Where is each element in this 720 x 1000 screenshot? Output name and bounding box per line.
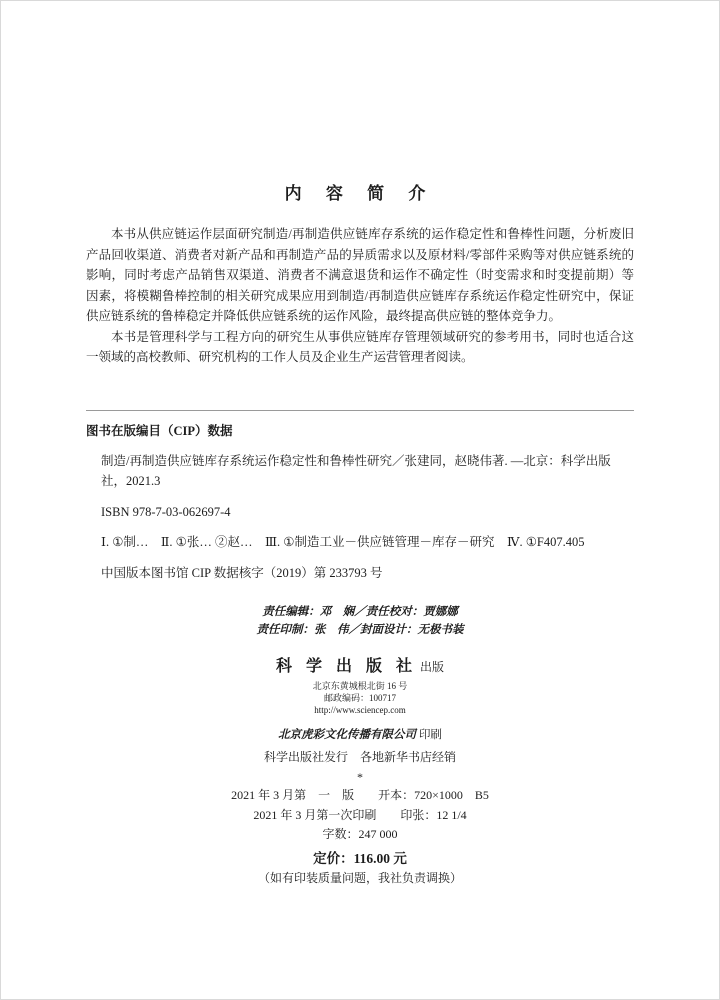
asterisk-separator: * (357, 770, 363, 784)
cip-divider-rule (86, 410, 634, 411)
publisher-postcode: 邮政编码：100717 (323, 693, 396, 703)
content-summary-title: 内 容 简 介 (284, 184, 436, 203)
colophon-section (86, 603, 634, 888)
printing-line: 2021 年 3 月第一次印刷 印张：12 1/4 (253, 807, 467, 822)
credits-line-2: 责任印制：张 伟／封面设计：无极书装 (256, 624, 464, 636)
page-content (86, 179, 634, 888)
classification-line: Ⅰ. ①制… Ⅱ. ①张… ②赵… Ⅲ. ①制造工业－供应链管理－库存－研究 Ⅳ. ①F407.405 (101, 535, 585, 549)
credits-line-1: 责任编辑：邓 娴／责任校对：贾娜娜 (262, 606, 458, 618)
printer-line (86, 726, 634, 742)
publisher-line (86, 653, 634, 676)
edition-line: 2021 年 3 月第 一 版 开本：720×1000 B5 (231, 788, 489, 802)
publisher-suffix-label: 出版 (417, 660, 445, 674)
cip-heading: 图书在版编目（CIP）数据 (86, 423, 233, 438)
publisher-website: http://www.sciencep.com (314, 705, 406, 715)
intro-paragraph-2: 本书是管理科学与工程方向的研究生从事供应链库存管理领域研究的参考用书，同时也适合这一领域的高校教师、研究机构的工作人员及企业生产运营管理者阅读。 (86, 329, 634, 364)
price-line: 定价：116.00 元 (313, 850, 407, 866)
isbn-line: ISBN 978-7-03-062697-4 (101, 504, 231, 519)
wordcount-line: 字数：247 000 (322, 827, 398, 841)
cip-record-line: 中国版本图书馆 CIP 数据核字（2019）第 233793 号 (101, 565, 383, 580)
printer-suffix-label: 印刷 (416, 729, 442, 741)
quality-note-line: （如有印装质量问题，我社负责调换） (257, 870, 462, 885)
publisher-logo-text: 科 学 出 版 社 (275, 658, 417, 675)
cip-data-section (86, 410, 634, 584)
distribution-line: 科学出版社发行 各地新华书店经销 (263, 750, 456, 764)
publisher-address: 北京东黄城根北街 16 号 (312, 681, 408, 691)
intro-paragraph-1: 本书从供应链运作层面研究制造/再制造供应链库存系统的运作稳定性和鲁棒性问题，分析废旧产品回收渠道、消费者对新产品和再制造产品的异质需求以及原材料/零部件采购等对供应链系统的影响，同时考虑产品销售双渠道、消费者不满意退货和运作不确定性（时变需求和时变提前期）等因素，将模糊鲁棒控制的相关研究成果应用到制造/再制造供应链库存系统运作稳定性研究中，保证供应链系统的鲁棒稳定并降低供应链系统的运作风险，最终提高供应链的整体竞争力。 (86, 227, 634, 323)
cip-entry-line: 制造/再制造供应链库存系统运作稳定性和鲁棒性研究／张建同，赵晓伟著. —北京：科学出版社，2021.3 (101, 453, 611, 488)
printer-name: 北京虎彩文化传播有限公司 (278, 729, 417, 741)
